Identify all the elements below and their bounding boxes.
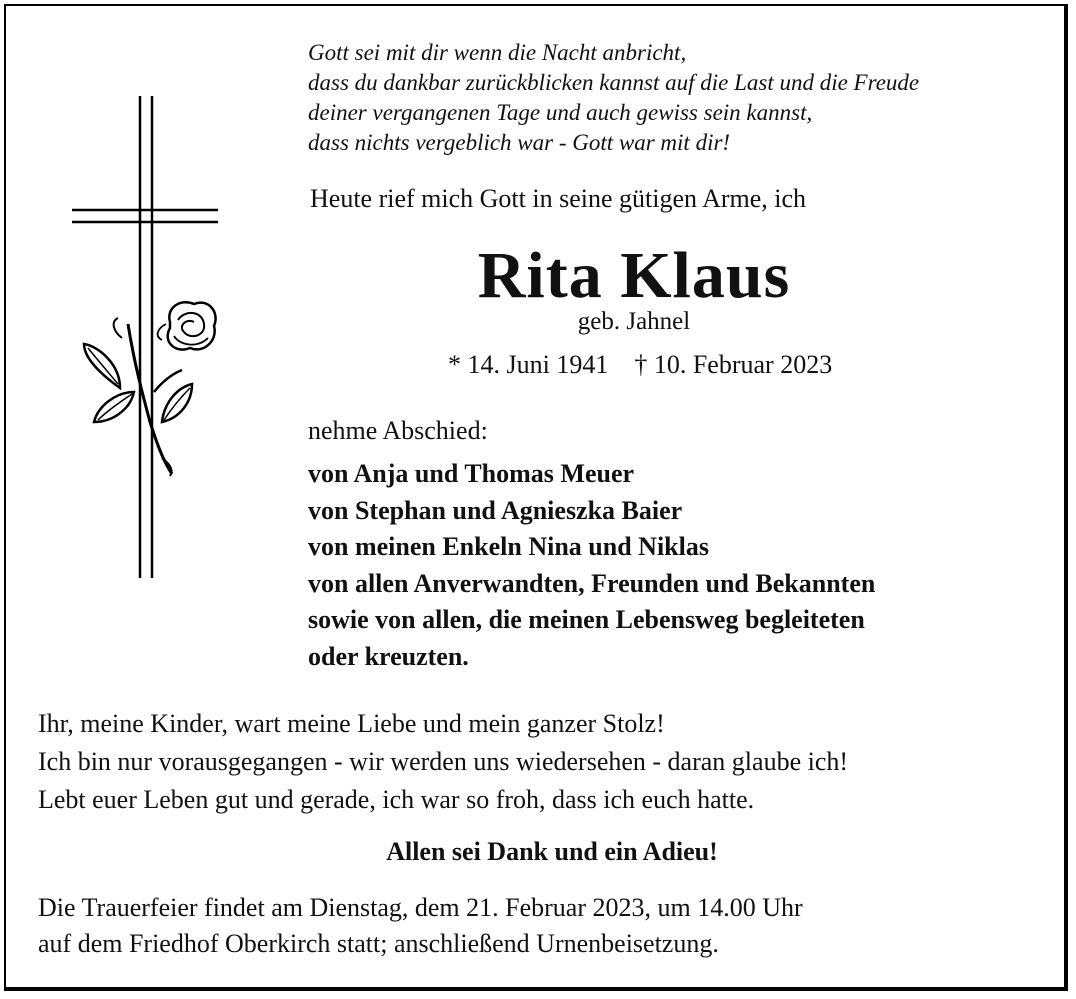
thanks-text: Allen sei Dank und ein Adieu! <box>386 837 718 866</box>
message-line: Lebt euer Leben gut und gerade, ich war so froh, dass ich euch hatte. <box>38 785 755 814</box>
birth-date: * 14. Juni 1941 <box>448 350 609 379</box>
deceased-name: Rita Klaus <box>477 239 791 312</box>
mourners-list <box>308 456 875 675</box>
intro-text: Heute rief mich Gott in seine gütigen Arme, ich <box>310 184 807 213</box>
death-date: † 10. Februar 2023 <box>634 350 833 379</box>
message-line: Ich bin nur vorausgegangen - wir werden uns wiedersehen - daran glaube ich! <box>38 747 849 776</box>
birth-name: geb. Jahnel <box>577 308 691 335</box>
poem <box>308 38 919 158</box>
poem-line: Gott sei mit dir wenn die Nacht anbricht, <box>308 40 687 65</box>
poem-line: dass du dankbar zurückblicken kannst auf die Last und die Freude <box>308 70 920 95</box>
mourner-line: oder kreuzten. <box>308 641 469 671</box>
poem-line: deiner vergangenen Tage und auch gewiss sein kannst, <box>308 100 813 125</box>
life-dates <box>448 350 832 380</box>
mourner-line: von Stephan und Agnieszka Baier <box>308 495 683 525</box>
poem-line: dass nichts vergeblich war - Gott war mit dir! <box>308 130 731 155</box>
farewell-text: nehme Abschied: <box>308 416 488 445</box>
mourner-line: von meinen Enkeln Nina und Niklas <box>308 532 709 561</box>
message-line: Ihr, meine Kinder, wart meine Liebe und mein ganzer Stolz! <box>38 709 665 738</box>
mourner-line: von allen Anverwandten, Freunden und Bekannten <box>308 568 876 598</box>
cross-with-rose-icon <box>62 92 232 582</box>
service-line: auf dem Friedhof Oberkirch statt; anschließend Urnenbeisetzung. <box>38 929 719 958</box>
mourner-line: von Anja und Thomas Meuer <box>308 459 635 488</box>
service-info <box>38 890 803 962</box>
service-line: Die Trauerfeier findet am Dienstag, dem 21. Februar 2023, um 14.00 Uhr <box>38 893 803 922</box>
mourner-line: sowie von allen, die meinen Lebensweg begleiteten <box>308 605 865 634</box>
personal-message <box>38 705 848 819</box>
